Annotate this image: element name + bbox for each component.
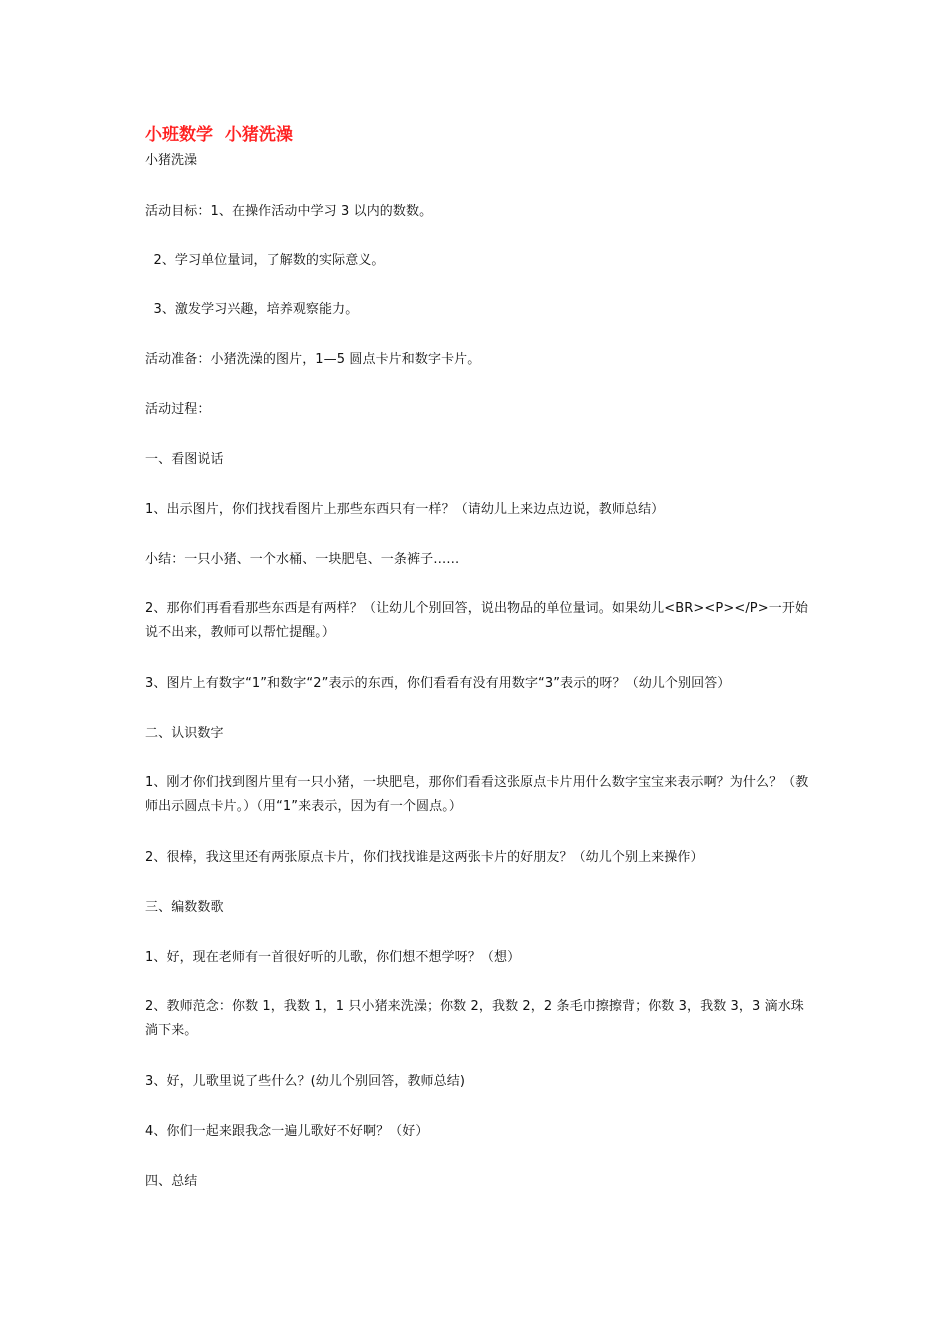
document-page [145, 120, 810, 1189]
paragraph-step-2-2: 2、很棒，我这里还有两张原点卡片，你们找找谁是这两张卡片的好朋友？（幼儿个别上来操作） [145, 850, 704, 865]
paragraph-step-1-2: 2、那你们再看看那些东西是有两样？（让幼儿个别回答，说出物品的单位量词。如果幼儿<BR><P></P>一开始说不出来，教师可以帮忙提醒。） [145, 601, 809, 640]
paragraph-step-3-4: 4、你们一起来跟我念一遍儿歌好不好啊？（好） [145, 1124, 429, 1139]
paragraph-step-1-3: 3、图片上有数字“1”和数字“2”表示的东西，你们看看有没有用数字“3”表示的呀？（幼儿个别回答） [145, 676, 731, 691]
paragraph-step-3-3: 3、好，儿歌里说了些什么？(幼儿个别回答，教师总结) [145, 1074, 466, 1089]
section-heading-4: 四、总结 [145, 1174, 198, 1189]
paragraph-summary: 小结：一只小猪、一个水桶、一块肥皂、一条裤子…… [145, 552, 460, 567]
section-heading-1: 一、看图说话 [145, 452, 224, 467]
paragraph-step-2-1: 1、刚才你们找到图片里有一只小猪，一块肥皂，那你们看看这张原点卡片用什么数字宝宝来表示啊？为什么？（教师出示圆点卡片。）（用“1”来表示，因为有一个圆点。） [145, 775, 809, 814]
section-heading-3: 三、编数数歌 [145, 900, 224, 915]
paragraph-goal-3: 3、激发学习兴趣，培养观察能力。 [145, 302, 359, 317]
section-heading-2: 二、认识数字 [145, 726, 224, 741]
paragraph-preparation: 活动准备：小猪洗澡的图片，1—5 圆点卡片和数字卡片。 [145, 352, 481, 367]
paragraph-process-heading: 活动过程： [145, 402, 211, 417]
document-title: 小班数学 小猪洗澡 [145, 125, 293, 145]
paragraph-goal-1: 活动目标：1、在操作活动中学习 3 以内的数数。 [145, 204, 433, 219]
document-subtitle: 小猪洗澡 [145, 153, 198, 168]
paragraph-step-1-1: 1、出示图片，你们找找看图片上那些东西只有一样？（请幼儿上来边点边说，教师总结） [145, 502, 665, 517]
paragraph-step-3-1: 1、好，现在老师有一首很好听的儿歌，你们想不想学呀？（想） [145, 950, 521, 965]
paragraph-step-3-2: 2、教师范念：你数 1，我数 1，1 只小猪来洗澡；你数 2，我数 2，2 条毛巾擦擦背；你数 3，我数 3，3 滴水珠淌下来。 [145, 999, 804, 1038]
paragraph-goal-2: 2、学习单位量词，了解数的实际意义。 [145, 253, 385, 268]
